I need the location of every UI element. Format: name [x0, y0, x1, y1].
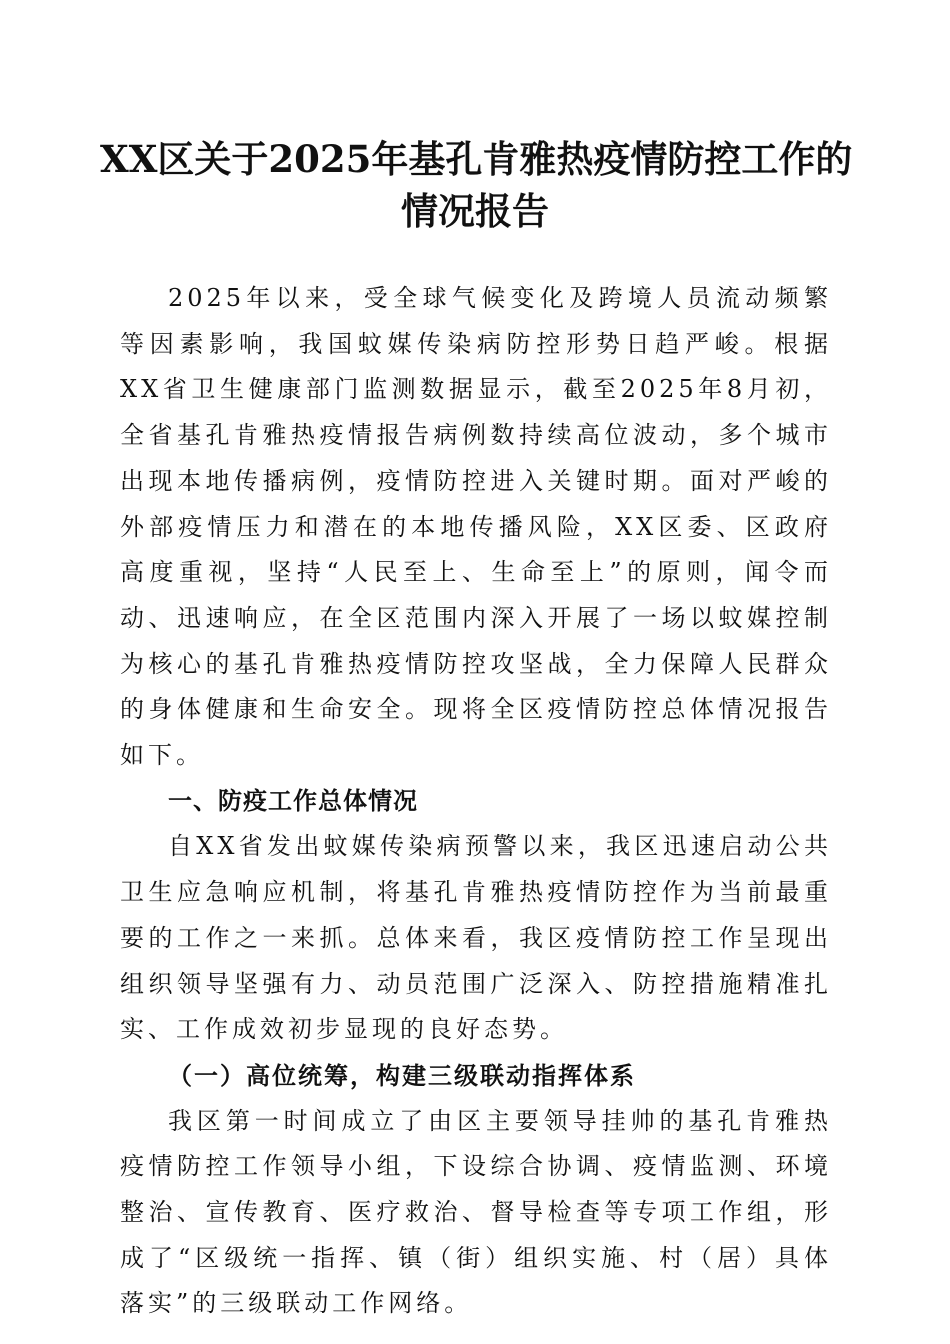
intro-paragraph: 2025年以来，受全球气候变化及跨境人员流动频繁等因素影响，我国蚊媒传染病防控形势日趋严峻。根据XX省卫生健康部门监测数据显示，截至2025年8月初，全省基孔肯雅热疫情报告病例数持续高位波动，多个城市出现本地传播病例，疫情防控进入关键时期。面对严峻的外部疫情压力和潜在的本地传播风险，XX区委、区政府高度重视，坚持“人民至上、生命至上”的原则，闻令而动、迅速响应，在全区范围内深入开展了一场以蚊媒控制为核心的基孔肯雅热疫情防控攻坚战，全力保障人民群众的身体健康和生命安全。现将全区疫情防控总体情况报告如下。 — [120, 284, 832, 770]
section-heading-1: 一、防疫工作总体情况 — [168, 786, 418, 815]
document-body — [120, 276, 832, 1327]
title-line-2: 情况报告 — [401, 189, 549, 233]
title-line-1: XX区关于2025年基孔肯雅热疫情防控工作的 — [100, 137, 853, 181]
subsection-heading-1: （一）高位统筹，构建三级联动指挥体系 — [168, 1060, 636, 1090]
section-1-paragraph: 自XX省发出蚊媒传染病预警以来，我区迅速启动公共卫生应急响应机制，将基孔肯雅热疫情防控作为当前最重要的工作之一来抓。总体来看，我区疫情防控工作呈现出组织领导坚强有力、动员范围广泛深入、防控措施精准扎实、工作成效初步显现的良好态势。 — [120, 832, 832, 1044]
subsection-1-paragraph: 我区第一时间成立了由区主要领导挂帅的基孔肯雅热疫情防控工作领导小组，下设综合协调、疫情监测、环境整治、宣传教育、医疗救治、督导检查等专项工作组，形成了“区级统一指挥、镇（街）组织实施、村（居）具体落实”的三级联动工作网络。 — [120, 1106, 832, 1318]
document-title — [100, 133, 853, 237]
